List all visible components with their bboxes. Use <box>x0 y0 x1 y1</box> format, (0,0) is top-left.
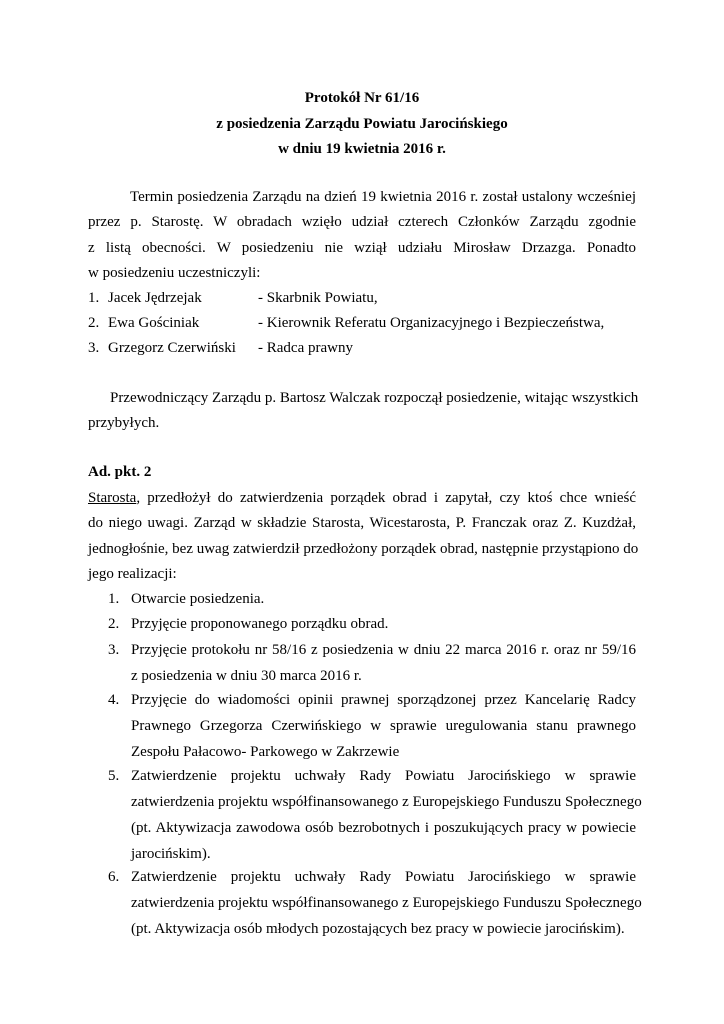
participant-name: Ewa Gościniak <box>108 315 200 331</box>
participant-role: - Skarbnik Powiatu, <box>258 290 378 306</box>
section-heading: Ad. pkt. 2 <box>88 464 152 480</box>
participant-number: 2. <box>88 315 100 331</box>
agenda-item-line: Otwarcie posiedzenia. <box>131 591 265 607</box>
agenda-item-line: Przyjęcie protokołu nr 58/16 z posiedzenia w dniu 22 marca 2016 r. oraz nr 59/16 <box>131 642 636 658</box>
participant-row <box>88 314 636 332</box>
participant-name: Jacek Jędrzejak <box>108 290 202 306</box>
document-date: w dniu 19 kwietnia 2016 r. <box>278 141 446 157</box>
agenda-item-line: Zespołu Pałacowo- Parkowego w Zakrzewie <box>131 744 400 760</box>
participant-name: Grzegorz Czerwiński <box>108 340 236 356</box>
agenda-item-line: z posiedzenia w dniu 30 marca 2016 r. <box>131 668 362 684</box>
document-title: Protokół Nr 61/16 <box>304 90 420 106</box>
section-line-rest: , przedłożył do zatwierdzenia porządek obrad i zapytał, czy ktoś chce wnieść <box>136 490 636 506</box>
agenda-item-line: (pt. Aktywizacja zawodowa osób bezrobotnych i poszukujących pracy w powiecie <box>131 820 636 836</box>
intro-line: w posiedzeniu uczestniczyli: <box>88 265 261 281</box>
participant-row <box>88 289 636 307</box>
agenda-item-line: Zatwierdzenie projektu uchwały Rady Powiatu Jarocińskiego w sprawie <box>131 768 636 784</box>
participant-number: 3. <box>88 340 100 356</box>
agenda-item-number: 1. <box>108 591 120 607</box>
agenda-item-line: Prawnego Grzegorza Czerwińskiego w sprawie uregulowania stanu prawnego <box>131 718 636 734</box>
agenda-item-number: 2. <box>108 616 120 632</box>
agenda-item-number: 3. <box>108 642 120 658</box>
agenda-item-line: Przyjęcie do wiadomości opinii prawnej sporządzonej przez Kancelarię Radcy <box>131 692 636 708</box>
agenda-item-line: jarocińskim). <box>131 846 211 862</box>
section-line: jednogłośnie, bez uwag zatwierdził przedłożony porządek obrad, następnie przystąpiono do <box>88 541 639 557</box>
agenda-item-line: (pt. Aktywizacja osób młodych pozostających bez pracy w powiecie jarocińskim). <box>131 921 625 937</box>
agenda-item-number: 4. <box>108 692 120 708</box>
opening-line: przybyłych. <box>88 415 160 431</box>
section-line <box>88 489 636 507</box>
participant-row <box>88 339 636 357</box>
agenda-item-line: Przyjęcie proponowanego porządku obrad. <box>131 616 389 632</box>
agenda-item-line: zatwierdzenia projektu współfinansowanego z Europejskiego Funduszu Społecznego <box>131 794 642 810</box>
participant-role: - Kierownik Referatu Organizacyjnego i Bezpieczeństwa, <box>258 315 605 331</box>
participant-number: 1. <box>88 290 100 306</box>
section-subject: Starosta <box>88 490 137 506</box>
intro-line: z listą obecności. W posiedzeniu nie wziął udziału Mirosław Drzazga. Ponadto <box>88 240 636 256</box>
opening-line: Przewodniczący Zarządu p. Bartosz Walczak rozpoczął posiedzenie, witając wszystkich <box>110 390 639 406</box>
intro-line: przez p. Starostę. W obradach wzięło udział czterech Członków Zarządu zgodnie <box>88 214 636 230</box>
intro-line: Termin posiedzenia Zarządu na dzień 19 kwietnia 2016 r. został ustalony wcześniej <box>130 189 636 205</box>
agenda-item-number: 5. <box>108 768 120 784</box>
agenda-item-line: Zatwierdzenie projektu uchwały Rady Powiatu Jarocińskiego w sprawie <box>131 869 636 885</box>
section-line: jego realizacji: <box>88 566 177 582</box>
document-subtitle: z posiedzenia Zarządu Powiatu Jarocińskiego <box>216 116 508 132</box>
agenda-item-line: zatwierdzenia projektu współfinansowanego z Europejskiego Funduszu Społecznego <box>131 895 642 911</box>
agenda-item-number: 6. <box>108 869 120 885</box>
participant-role: - Radca prawny <box>258 340 353 356</box>
section-line: do niego uwagi. Zarząd w składzie Starosta, Wicestarosta, P. Franczak oraz Z. Kuzdżał, <box>88 515 636 531</box>
